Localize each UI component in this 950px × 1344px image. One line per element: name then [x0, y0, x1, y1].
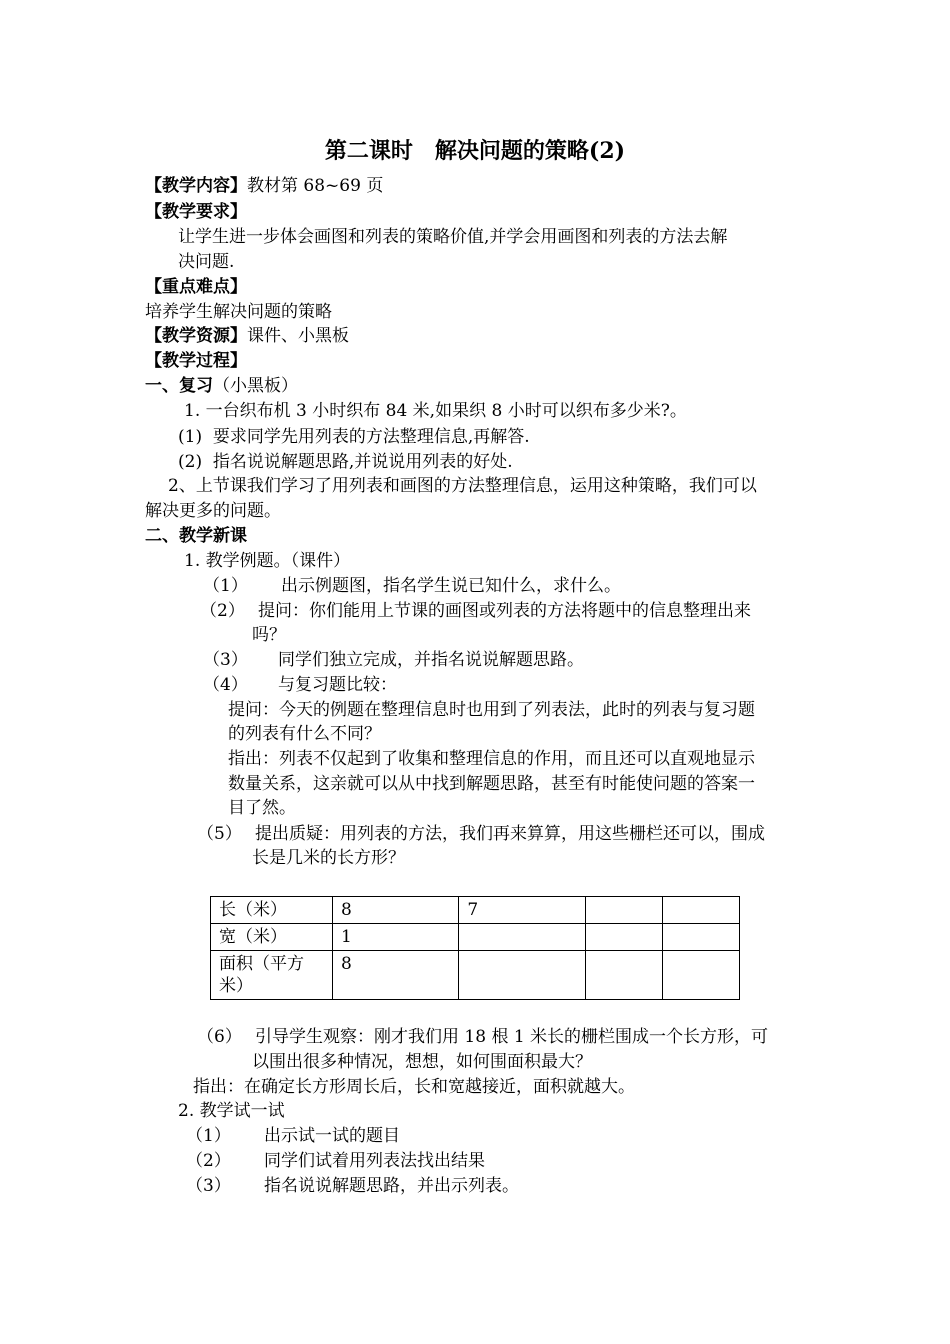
example-item-4-text: 与复习题比较：	[278, 675, 397, 695]
page-title: 第二课时 解决问题的策略(2)	[324, 138, 626, 164]
example-item-6-line-1: 引导学生观察：刚才我们用 18 根 1 米长的栅栏围成一个长方形，可	[255, 1027, 769, 1047]
table-cell	[662, 951, 739, 1000]
table-cell	[459, 951, 585, 1000]
table-row	[211, 897, 740, 924]
requirements-label: 【教学要求】	[145, 202, 247, 222]
review-step-1	[178, 425, 530, 449]
table-cell	[662, 897, 739, 924]
example-item-4-num: （4）	[203, 675, 248, 695]
example-item-5-num: （5）	[197, 824, 242, 844]
review-heading-bold: 一、复习	[145, 376, 213, 396]
example-item-3-num: （3）	[203, 650, 248, 670]
point-line-2: 数量关系，这亲就可以从中找到解题思路，甚至有时能使问题的答案一	[228, 774, 755, 794]
example-item-3	[203, 648, 584, 672]
review-step-1-num: (1)	[178, 427, 203, 447]
table-cell: 8	[333, 897, 459, 924]
table-row	[211, 951, 740, 1000]
example-item-6-line-2: 以围出很多种情况，想想，如何围面积最大？	[252, 1052, 592, 1072]
review-step-2-num: (2)	[178, 452, 203, 472]
new-lesson-heading: 二、教学新课	[145, 526, 247, 546]
example-heading: 1. 教学例题。（课件）	[184, 551, 351, 571]
example-item-2	[200, 599, 751, 623]
key-points-label: 【重点难点】	[145, 277, 247, 297]
review-step-2	[178, 450, 513, 474]
resources-text: 课件、小黑板	[247, 326, 349, 346]
ask-line-2: 的列表有什么不同？	[228, 724, 381, 744]
example-item-4	[203, 673, 397, 697]
example-item-2-num: （2）	[200, 601, 245, 621]
table-cell	[662, 924, 739, 951]
table-cell	[585, 924, 662, 951]
try-item-3	[186, 1174, 519, 1198]
ask-line-1: 提问：今天的例题在整理信息时也用到了列表法，此时的列表与复习题	[228, 700, 755, 720]
table-cell: 8	[333, 951, 459, 1000]
example-item-2-text: 提问：你们能用上节课的画图或列表的方法将题中的信息整理出来	[258, 601, 751, 621]
example-item-6	[197, 1025, 768, 1049]
requirements-line-1: 让学生进一步体会画图和列表的策略价值,并学会用画图和列表的方法去解	[178, 227, 728, 247]
content-text: 教材第 68~69 页	[247, 176, 384, 196]
table-cell: 1	[333, 924, 459, 951]
table-row	[211, 924, 740, 951]
review-question-2-line-2: 解决更多的问题。	[145, 501, 281, 521]
example-item-5-line-2: 长是几米的长方形？	[252, 848, 405, 868]
try-item-1-text: 出示试一试的题目	[264, 1126, 400, 1146]
process-label: 【教学过程】	[145, 351, 247, 371]
point-line-3: 目了然。	[228, 798, 296, 818]
table-cell: 7	[459, 897, 585, 924]
example-item-3-text: 同学们独立完成，并指名说说解题思路。	[278, 650, 584, 670]
review-step-1-text: 要求同学先用列表的方法整理信息,再解答.	[212, 427, 530, 447]
table-cell: 宽（米）	[211, 924, 333, 951]
table-cell: 面积（平方米）	[211, 951, 333, 1000]
try-item-1-num: （1）	[186, 1126, 231, 1146]
review-step-2-text: 指名说说解题思路,并说说用列表的好处.	[212, 452, 513, 472]
table-cell	[459, 924, 585, 951]
try-item-2-text: 同学们试着用列表法找出结果	[264, 1151, 485, 1171]
conclusion-line: 指出：在确定长方形周长后，长和宽越接近，面积就越大。	[193, 1077, 635, 1097]
review-question-2-line-1: 2、上节课我们学习了用列表和画图的方法整理信息，运用这种策略，我们可以	[168, 476, 757, 496]
example-item-1-num: （1）	[203, 576, 248, 596]
resources-line	[145, 324, 349, 348]
point-line-1: 指出：列表不仅起到了收集和整理信息的作用，而且还可以直观地显示	[228, 749, 755, 769]
try-item-2-num: （2）	[186, 1151, 231, 1171]
table-cell	[585, 951, 662, 1000]
example-item-6-num: （6）	[197, 1027, 242, 1047]
example-item-1-text: 出示例题图，指名学生说已知什么，求什么。	[281, 576, 621, 596]
try-heading: 2. 教学试一试	[178, 1101, 285, 1121]
example-item-2-cont: 吗？	[252, 625, 286, 645]
content-label: 【教学内容】	[145, 176, 247, 196]
table-cell: 长（米）	[211, 897, 333, 924]
resources-label: 【教学资源】	[145, 326, 247, 346]
requirements-line-2: 决问题.	[178, 252, 235, 272]
example-item-5-line-1: 提出质疑：用列表的方法，我们再来算算，用这些栅栏还可以，围成	[255, 824, 765, 844]
key-points-text: 培养学生解决问题的策略	[145, 302, 332, 322]
try-item-3-num: （3）	[186, 1176, 231, 1196]
review-heading-rest: （小黑板）	[213, 376, 298, 396]
try-item-2	[186, 1149, 485, 1173]
fence-table	[210, 896, 740, 1000]
content-line	[145, 174, 383, 198]
review-heading	[145, 374, 298, 398]
try-item-1	[186, 1124, 400, 1148]
review-question-1: 1. 一台织布机 3 小时织布 84 米,如果织 8 小时可以织布多少米?。	[184, 401, 687, 421]
table-cell	[585, 897, 662, 924]
example-item-5	[197, 822, 765, 846]
try-item-3-text: 指名说说解题思路，并出示列表。	[264, 1176, 519, 1196]
example-item-1	[203, 574, 621, 598]
